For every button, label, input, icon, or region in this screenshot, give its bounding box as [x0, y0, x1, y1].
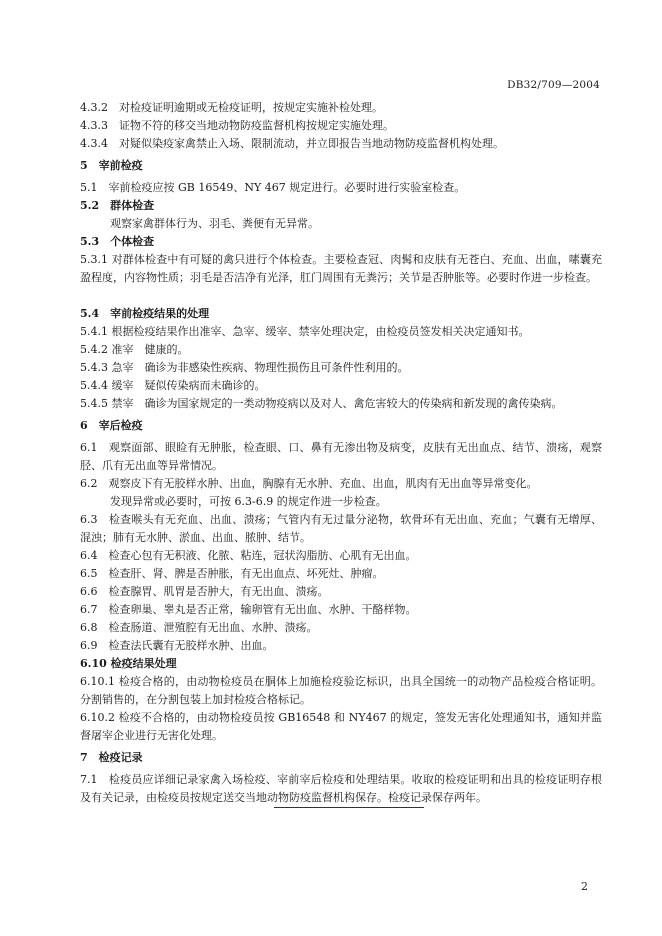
clause-5-4-5: 5.4.5 禁宰 确诊为国家规定的一类动物疫病以及对人、禽危害较大的传染病和新发现的禽传染病。 [80, 397, 563, 410]
clause-6-3: 6.3 检查喉头有无充血、出血、溃疡；气管内有无过量分泌物，软骨环有无出血、充血；气囊有无增厚、混浊；肺有无水肿、淤血、出血、脓肿、结节。 [80, 513, 602, 544]
clause-4-3-4: 4.3.4 对疑似染疫家禽禁止入场、限制流动，并立即报告当地动物防疫监督机构处理。 [80, 137, 504, 150]
subsection-heading-5-3: 5.3 个体检查 [80, 235, 155, 248]
clause-6-9: 6.9 检查法氏囊有无胶样水肿、出血。 [80, 639, 274, 652]
clause-4-3-2: 4.3.2 对检疫证明逾期或无检疫证明，按规定实施补检处理。 [80, 101, 383, 114]
clause-5-4-1: 5.4.1 根据检疫结果作出准宰、急宰、缓宰、禁宰处理决定，由检疫员签发相关决定通知书。 [80, 325, 530, 338]
end-of-document-rule [274, 807, 424, 808]
clause-6-6: 6.6 检查腺胃、肌胃是否肿大，有无出血、溃疡。 [80, 585, 329, 598]
subsection-heading-5-4: 5.4 宰前检疫结果的处理 [80, 307, 210, 320]
clause-5-1: 5.1 宰前检疫应按 GB 16549、NY 467 规定进行。必要时进行实验室检查。 [80, 181, 466, 194]
document-body [80, 99, 602, 807]
subsection-heading-6-10: 6.10 检疫结果处理 [80, 657, 177, 670]
clause-6-10-2: 6.10.2 检疫不合格的，由动物检疫员按 GB16548 和 NY467 的规定，签发无害化处理通知书，通知并监督屠宰企业进行无害化处理。 [80, 711, 602, 742]
clause-6-8: 6.8 检查肠道、泄殖腔有无出血、水肿、溃疡。 [80, 621, 318, 634]
clause-5-2-body: 观察家禽群体行为、羽毛、粪便有无异常。 [110, 217, 319, 230]
clause-6-2-note: 发现异常或必要时，可按 6.3-6.9 的规定作进一步检查。 [110, 495, 387, 508]
clause-4-3-3: 4.3.3 证物不符的移交当地动物防疫监督机构按规定实施处理。 [80, 119, 394, 132]
subsection-heading-5-2: 5.2 群体检查 [80, 199, 155, 212]
clause-7-1: 7.1 检疫员应详细记录家禽入场检疫、宰前宰后检疫和处理结果。收取的检疫证明和出具的检疫证明存根及有关记录，由检疫员按规定送交当地动物防疫监督机构保存。检疫记录保存两年。 [80, 773, 602, 804]
clause-5-4-4: 5.4.4 缓宰 疑似传染病而未确诊的。 [80, 379, 266, 392]
section-heading-6: 6 宰后检疫 [80, 419, 143, 432]
clause-5-4-3: 5.4.3 急宰 确诊为非感染性疾病、物理性损伤且可条件性利用的。 [80, 361, 409, 374]
clause-6-4: 6.4 检查心包有无积液、化脓、粘连，冠状沟脂肪、心肌有无出血。 [80, 549, 417, 562]
clause-5-4-2: 5.4.2 准宰 健康的。 [80, 343, 189, 356]
page-number: 2 [581, 880, 588, 893]
clause-6-7: 6.7 检查卵巢、睾丸是否正常，输卵管有无出血、水肿、干酪样物。 [80, 603, 417, 616]
section-heading-7: 7 检疫记录 [80, 751, 143, 764]
standard-number: DB32/709—2004 [507, 79, 600, 91]
section-heading-5: 5 宰前检疫 [80, 159, 143, 172]
clause-6-1: 6.1 观察面部、眼睑有无肿胀，检查眼、口、鼻有无渗出物及病变，皮肤有无出血点、结节、溃疡，观察胫、爪有无出血等异常情况。 [80, 441, 602, 472]
clause-5-3-1: 5.3.1 对群体检查中有可疑的禽只进行个体检查。主要检查冠、肉髯和皮肤有无苍白、充血、出血，嗉囊充盈程度，内容物性质；羽毛是否洁净有光泽，肛门周围有无粪污；关节是否肿胀等。必要时作进一步检查。 [80, 253, 602, 284]
clause-6-2: 6.2 观察皮下有无胶样水肿、出血，胸腺有无水肿、充血、出血，肌肉有无出血等异常变化。 [80, 477, 538, 490]
clause-6-10-1: 6.10.1 检疫合格的，由动物检疫员在胴体上加施检疫验讫标识，出具全国统一的动物产品检疫合格证明。分割销售的，在分割包装上加封检疫合格标记。 [80, 675, 602, 706]
clause-6-5: 6.5 检查肝、肾、脾是否肿胀，有无出血点、坏死灶、肿瘤。 [80, 567, 384, 580]
